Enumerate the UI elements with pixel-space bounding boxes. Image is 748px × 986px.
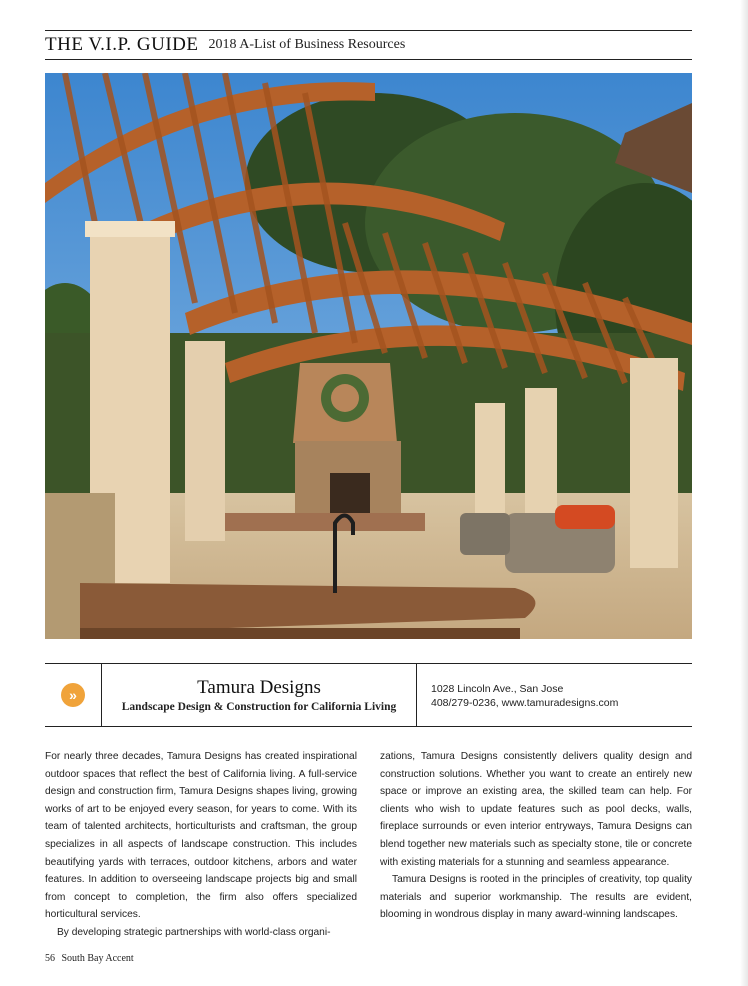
business-phone-website[interactable]: 408/279-0236, www.tamuradesigns.com	[431, 697, 619, 709]
article-paragraph: By developing strategic partnerships with world-class organi-	[57, 926, 331, 938]
listing-badge-cell	[45, 664, 102, 726]
double-chevron-icon: »	[61, 683, 85, 707]
section-title: THE V.I.P. GUIDE	[45, 34, 199, 55]
business-listing	[45, 663, 692, 727]
listing-contact-cell	[417, 664, 618, 726]
feature-photo	[45, 73, 692, 639]
article-column-right	[380, 748, 692, 924]
section-header	[45, 30, 692, 60]
article-column-left	[45, 748, 357, 942]
publication-name: South Bay Accent	[61, 953, 134, 964]
page-edge-shadow	[740, 0, 748, 986]
listing-name-cell	[102, 664, 417, 726]
business-name: Tamura Designs	[197, 677, 321, 698]
section-subtitle: 2018 A-List of Business Resources	[208, 37, 406, 52]
article-paragraph: For nearly three decades, Tamura Designs has created inspirational outdoor spaces that reflect the best of California living. A full-service design and construction firm, Tamura Designs shapes living, growing works of art to be enjoyed every season, for years to come. With its team of talented architects, horticulturists and craftsman, the group specializes in all aspects of landscape construction. This includes beautifying yards with terraces, outdoor kitchens, arbors and water features. In addition to overseeing landscape projects big and small from concept to completion, the firm also offers specialized horticultural services.	[45, 751, 357, 921]
pergola-outdoor-kitchen-photo	[45, 73, 692, 639]
business-address: 1028 Lincoln Ave., San Jose	[431, 683, 564, 695]
article-paragraph: Tamura Designs is rooted in the principles of creativity, top quality materials and superior workmanship. The results are evident, blooming in wondrous display in many award-winning landscapes.	[380, 874, 692, 921]
article-paragraph: zations, Tamura Designs consistently delivers quality design and construction solutions. Whether you want to create an entirely new space or improve an existing area, the skilled team can help. For clients who wish to update features such as pool decks, walls, fireplace surrounds or even interior entryways, Tamura Designs can blend together new materials such as specialty stone, tile or concrete with existing materials for a stunning and seamless appearance.	[380, 751, 692, 868]
page-number: 56	[45, 953, 55, 964]
page-footer	[45, 953, 134, 964]
business-tagline: Landscape Design & Construction for California Living	[121, 701, 397, 713]
